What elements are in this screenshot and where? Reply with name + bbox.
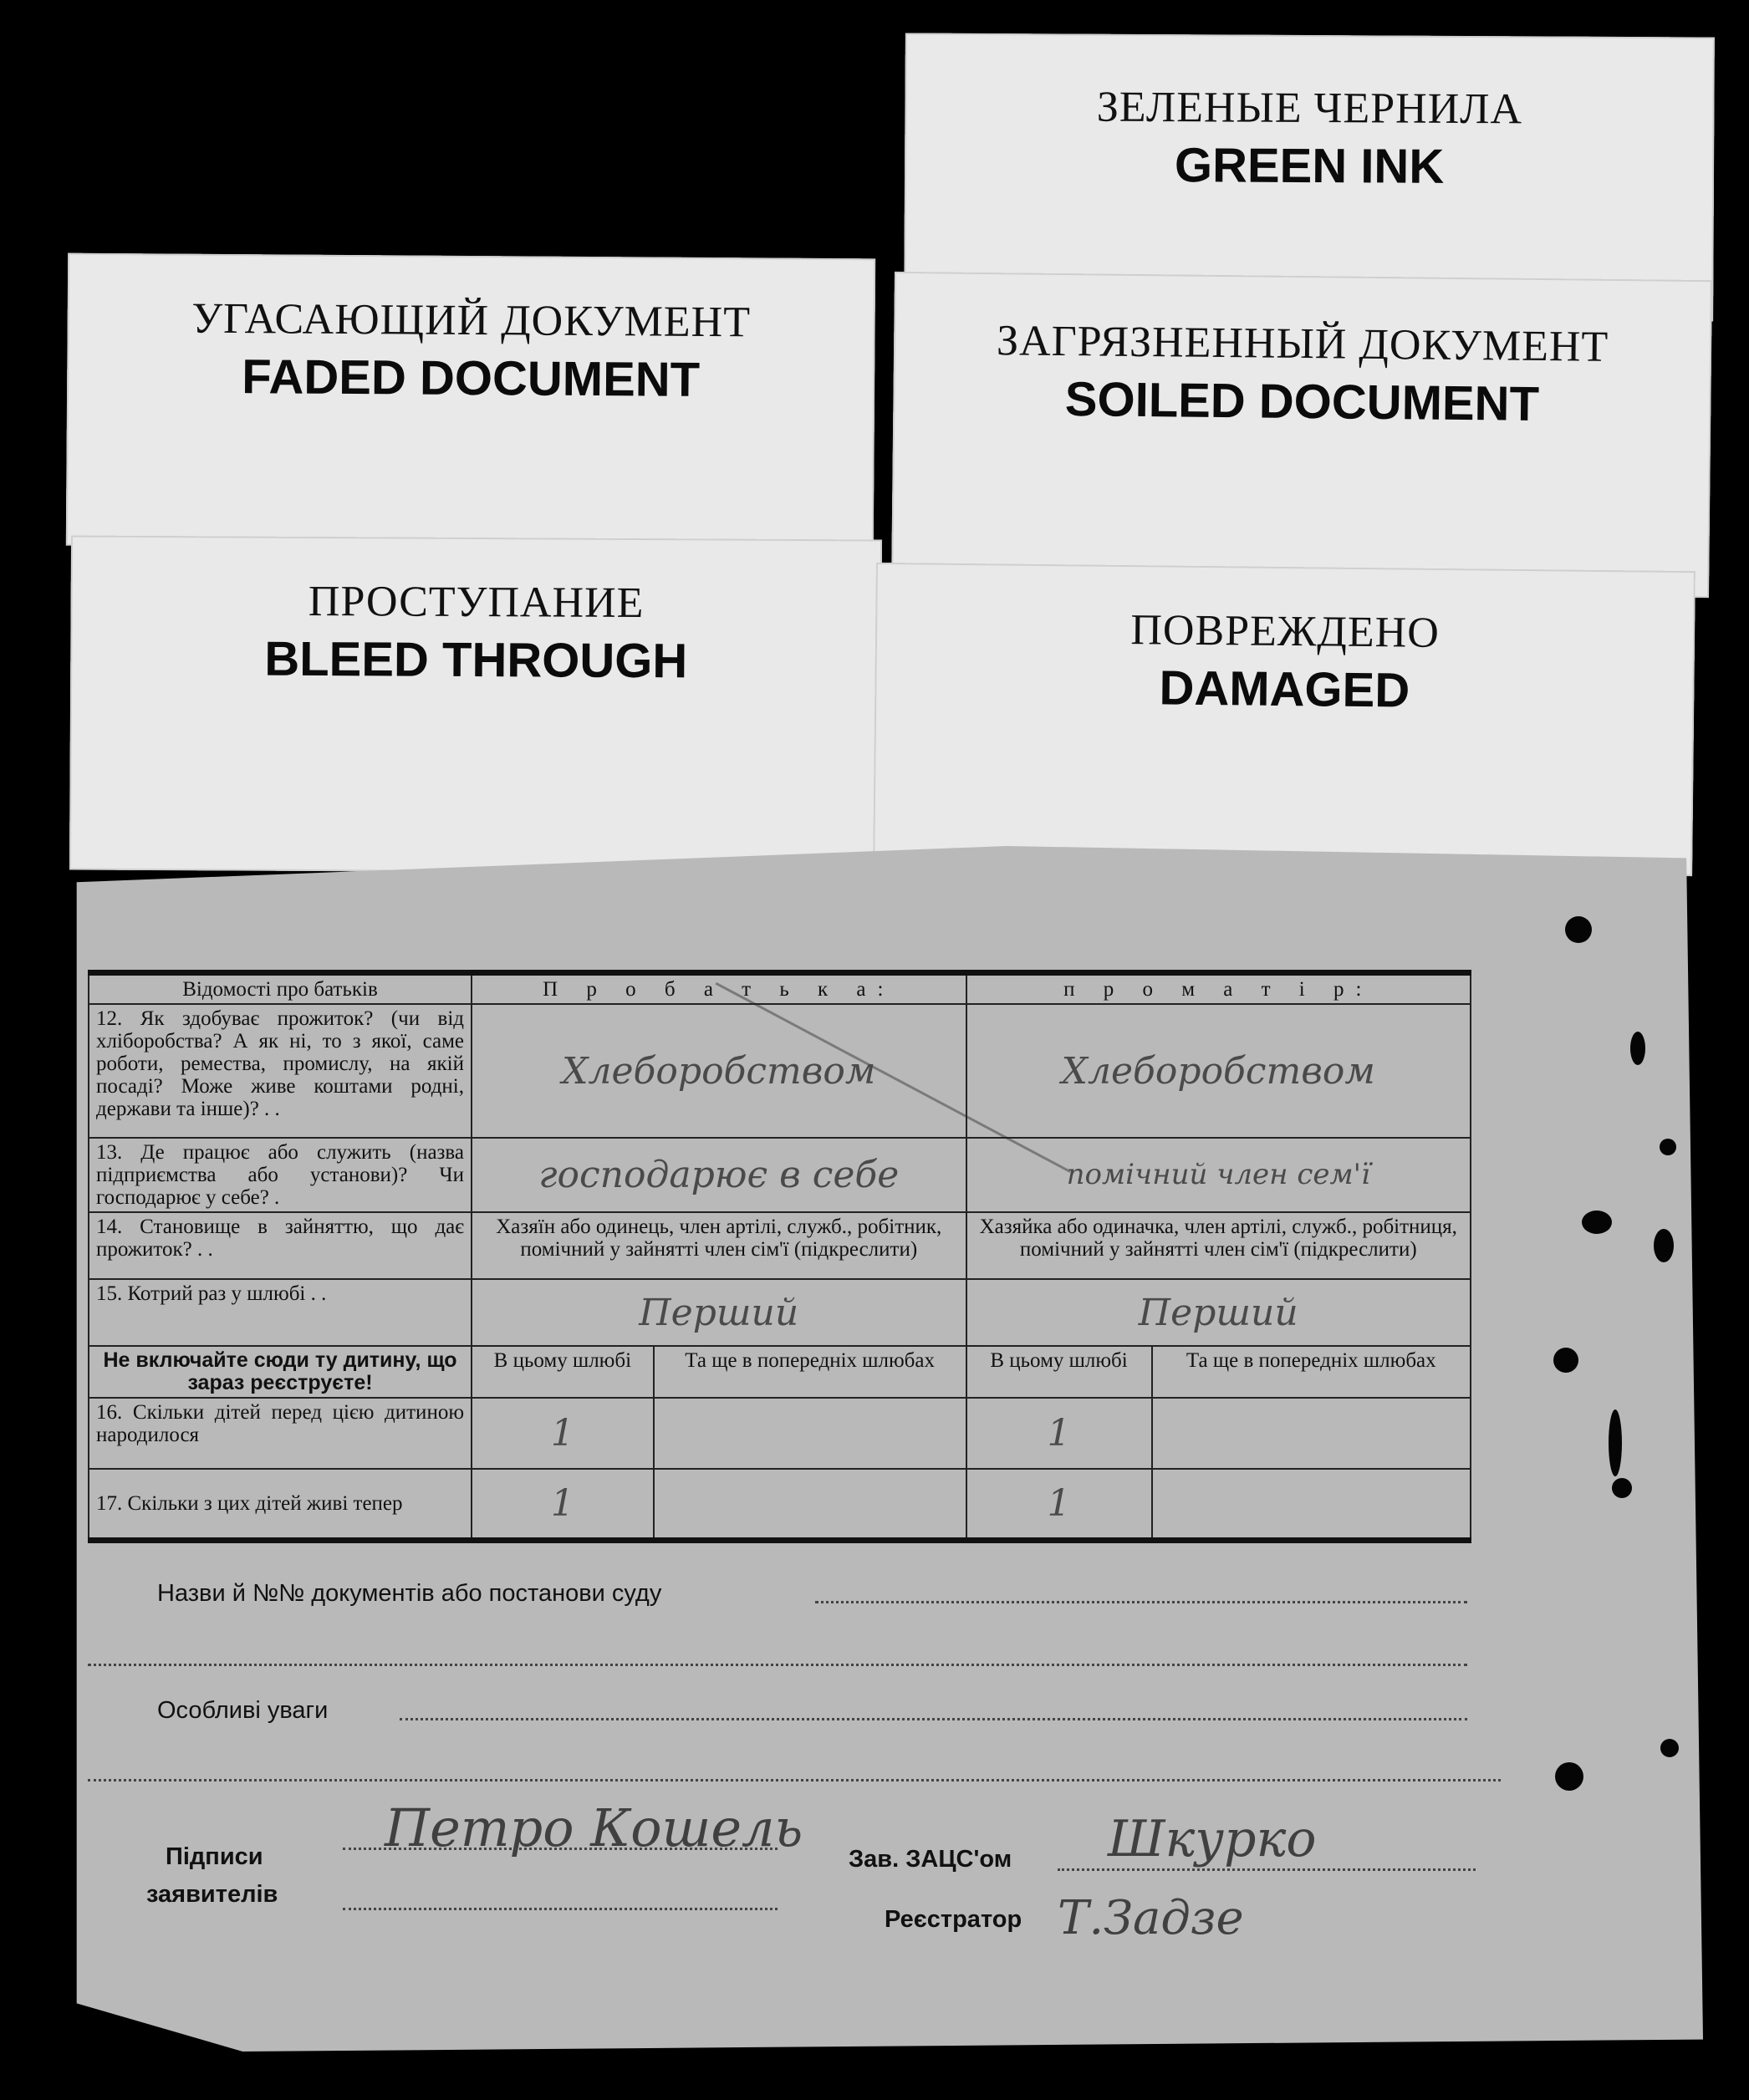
header-info-label: Відомості про батьків bbox=[89, 973, 472, 1005]
answer-17-mother-this: 1 bbox=[966, 1469, 1152, 1540]
card-title-en: BLEED THROUGH bbox=[264, 631, 688, 689]
answer-16-father-this: 1 bbox=[472, 1398, 654, 1469]
punch-hole bbox=[1612, 1478, 1632, 1498]
remarks-label: Особливі уваги bbox=[157, 1697, 329, 1724]
answer-14-father: Хазяїн або одинець, член артілі, служб., робітник, помічний у зайнятті член сім'ї (підкреслити) bbox=[472, 1212, 966, 1279]
punch-hole bbox=[1660, 1139, 1676, 1155]
head-signature: Шкурко bbox=[1108, 1810, 1317, 1868]
faded-document-card bbox=[66, 253, 875, 552]
answer-16-mother-this: 1 bbox=[966, 1398, 1152, 1469]
father-this-marriage-header: В цьому шлюбі bbox=[472, 1346, 654, 1398]
tear-mark bbox=[1654, 1229, 1674, 1262]
documents-line bbox=[815, 1601, 1467, 1603]
card-title-ru: ПОВРЕЖДЕНО bbox=[1130, 606, 1441, 657]
registrar-signature: Т.Задзе bbox=[1058, 1891, 1244, 1945]
documents-label: Назви й №№ документів або постанови суду bbox=[157, 1580, 662, 1607]
applicant-signature-line-2 bbox=[343, 1908, 778, 1910]
mother-previous-header: Та ще в попередніх шлюбах bbox=[1152, 1346, 1471, 1398]
documents-line-2 bbox=[88, 1664, 1467, 1666]
answer-12-mother: Хлеборобством bbox=[966, 1004, 1471, 1138]
remarks-line-2 bbox=[88, 1779, 1501, 1781]
question-12: 12. Як здобуває прожиток? (чи від хліборобства? А як ні, то з якої, саме роботи, ремества, промислу, на якій посаді? Може живе коштами родні, держави та інше)? . . bbox=[89, 1004, 472, 1138]
damaged-card bbox=[873, 563, 1695, 876]
applicants-label: заявителів bbox=[146, 1881, 278, 1908]
signatures-label: Підписи bbox=[166, 1843, 263, 1870]
question-15: 15. Котрий раз у шлюбі . . bbox=[89, 1279, 472, 1346]
answer-13-mother: помічний член сем'ї bbox=[966, 1138, 1471, 1212]
answer-17-father-this: 1 bbox=[472, 1469, 654, 1540]
question-13: 13. Де працює або служить (назва підприємства або установи)? Чи господарює у себе? . bbox=[89, 1138, 472, 1212]
card-title-en: GREEN INK bbox=[1174, 138, 1445, 194]
parents-info-form bbox=[88, 970, 1471, 1543]
tear-mark bbox=[1609, 1409, 1622, 1476]
card-title-ru: ПРОСТУПАНИЕ bbox=[308, 577, 645, 628]
applicant-signature: Петро Кошель bbox=[385, 1797, 803, 1858]
soiled-document-card bbox=[891, 272, 1712, 598]
card-title-ru: ЗЕЛЕНЫЕ ЧЕРНИЛА bbox=[1096, 83, 1523, 134]
answer-17-father-prev bbox=[654, 1469, 966, 1540]
punch-hole bbox=[1565, 916, 1592, 943]
note-exclude-child: Не включайте сюди ту дитину, що зараз реєструєте! bbox=[89, 1346, 472, 1398]
question-17: 17. Скільки з цих дітей живі тепер bbox=[89, 1469, 472, 1540]
remarks-line bbox=[400, 1718, 1467, 1720]
answer-15-father: Перший bbox=[472, 1279, 966, 1346]
tear-mark bbox=[1630, 1032, 1645, 1065]
header-father: П р о б а т ь к а: bbox=[472, 973, 966, 1005]
mother-this-marriage-header: В цьому шлюбі bbox=[966, 1346, 1152, 1398]
head-of-registry-label: Зав. ЗАЦС'ом bbox=[849, 1846, 1012, 1873]
question-16: 16. Скільки дітей перед цією дитиною народилося bbox=[89, 1398, 472, 1469]
card-title-ru: УГАСАЮЩИЙ ДОКУМЕНТ bbox=[191, 294, 752, 347]
answer-16-father-prev bbox=[654, 1398, 966, 1469]
card-title-ru: ЗАГРЯЗНЕННЫЙ ДОКУМЕНТ bbox=[996, 317, 1609, 371]
registrar-label: Реєстратор bbox=[885, 1906, 1022, 1933]
header-mother: п р о м а т і р: bbox=[966, 973, 1471, 1005]
parents-info-table bbox=[88, 970, 1471, 1543]
punch-hole bbox=[1555, 1762, 1583, 1791]
card-title-en: FADED DOCUMENT bbox=[242, 349, 701, 407]
punch-hole bbox=[1660, 1739, 1679, 1757]
bleed-through-card bbox=[69, 535, 882, 874]
answer-17-mother-prev bbox=[1152, 1469, 1471, 1540]
card-title-en: DAMAGED bbox=[1159, 660, 1410, 718]
card-title-en: SOILED DOCUMENT bbox=[1064, 372, 1540, 431]
question-14: 14. Становище в зайняттю, що дає прожиток? . . bbox=[89, 1212, 472, 1279]
answer-14-mother: Хазяйка або одиначка, член артілі, служб., робітниця, помічний у зайнятті член сім'ї (підкреслити) bbox=[966, 1212, 1471, 1279]
applicant-signature-line bbox=[343, 1848, 778, 1850]
answer-13-father: господарює в себе bbox=[472, 1138, 966, 1212]
punch-hole bbox=[1582, 1211, 1612, 1234]
answer-15-mother: Перший bbox=[966, 1279, 1471, 1346]
father-previous-header: Та ще в попередніх шлюбах bbox=[654, 1346, 966, 1398]
answer-16-mother-prev bbox=[1152, 1398, 1471, 1469]
punch-hole bbox=[1553, 1348, 1578, 1373]
head-signature-line bbox=[1058, 1868, 1476, 1871]
answer-12-father: Хлеборобством bbox=[472, 1004, 966, 1138]
